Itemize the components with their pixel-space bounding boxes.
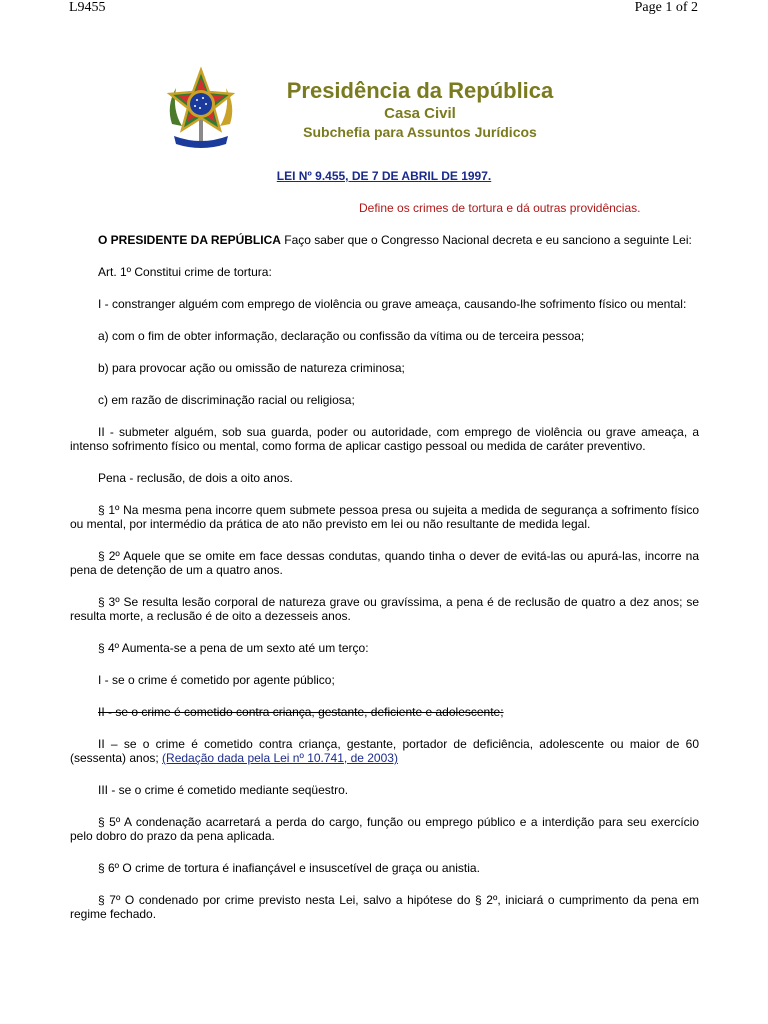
article-1: Art. 1º Constitui crime de tortura:	[98, 265, 272, 279]
org-subtitle-casa-civil: Casa Civil	[384, 105, 456, 122]
law-title-container	[0, 167, 768, 185]
org-subtitle-subchefia: Subchefia para Assuntos Jurídicos	[303, 124, 537, 140]
paragraph-2: § 2º Aquele que se omite em face dessas condutas, quando tinha o dever de evitá-las ou apurá-las, incorre na pena de detenção de um a quatro anos.	[70, 549, 699, 577]
paragraph-6: § 6º O crime de tortura é inafiançável e insuscetível de graça ou anistia.	[98, 861, 480, 875]
paragraph-4-item-ii	[70, 737, 699, 765]
paragraph-1: § 1º Na mesma pena incorre quem submete pessoa presa ou sujeita a medida de segurança a sofrimento físico ou mental, por intermédio da prática de ato não previsto em lei ou não resultante de medida legal.	[70, 503, 699, 531]
article-1-item-b: b) para provocar ação ou omissão de natureza criminosa;	[98, 361, 405, 375]
coat-of-arms-icon	[162, 66, 240, 152]
paragraph-4: § 4º Aumenta-se a pena de um sexto até um terço:	[98, 641, 369, 655]
amendment-link[interactable]: (Redação dada pela Lei nº 10.741, de 2003)	[162, 751, 398, 765]
preamble	[70, 233, 699, 247]
law-body	[70, 233, 699, 939]
paragraph-4-item-i: I - se o crime é cometido por agente público;	[98, 673, 335, 687]
penalty: Pena - reclusão, de dois a oito anos.	[98, 471, 293, 485]
print-header	[0, 0, 768, 20]
article-1-item-c: c) em razão de discriminação racial ou religiosa;	[98, 393, 355, 407]
law-summary: Define os crimes de tortura e dá outras providências.	[359, 201, 641, 215]
article-1-item-ii: II - submeter alguém, sob sua guarda, poder ou autoridade, com emprego de violência ou grave ameaça, a intenso sofrimento físico ou mental, como forma de aplicar castigo pessoal ou medida de caráter preventivo.	[70, 425, 699, 453]
document-id: L9455	[69, 0, 106, 15]
paragraph-4-item-ii-text: II – se o crime é cometido contra criança, gestante, portador de deficiência, adolescente ou maior de 60 (sessenta) anos;	[70, 737, 699, 765]
org-title: Presidência da República	[286, 78, 554, 103]
paragraph-5: § 5º A condenação acarretará a perda do cargo, função ou emprego público e a interdição para seu exercício pelo dobro do prazo da pena aplicada.	[70, 815, 699, 843]
page-counter: Page 1 of 2	[634, 0, 698, 15]
paragraph-3: § 3º Se resulta lesão corporal de natureza grave ou gravíssima, a pena é de reclusão de quatro a dez anos; se resulta morte, a reclusão é de oito a dezesseis anos.	[70, 595, 699, 623]
paragraph-4-item-iii: III - se o crime é cometido mediante seqüestro.	[98, 783, 349, 797]
law-title-link[interactable]: LEI Nº 9.455, DE 7 DE ABRIL DE 1997.	[276, 169, 492, 183]
article-1-item-a: a) com o fim de obter informação, declaração ou confissão da vítima ou de terceira pessoa;	[98, 329, 585, 343]
preamble-text: Faço saber que o Congresso Nacional decreta e eu sanciono a seguinte Lei:	[280, 233, 692, 247]
article-1-item-i: I - constranger alguém com emprego de violência ou grave ameaça, causando-lhe sofrimento físico ou mental:	[98, 297, 687, 311]
paragraph-7: § 7º O condenado por crime previsto nesta Lei, salvo a hipótese do § 2º, iniciará o cumprimento da pena em regime fechado.	[70, 893, 699, 921]
paragraph-4-item-ii-revoked: II - se o crime é cometido contra criança, gestante, deficiente e adolescente;	[98, 705, 504, 719]
preamble-president: O PRESIDENTE DA REPÚBLICA	[98, 233, 281, 247]
